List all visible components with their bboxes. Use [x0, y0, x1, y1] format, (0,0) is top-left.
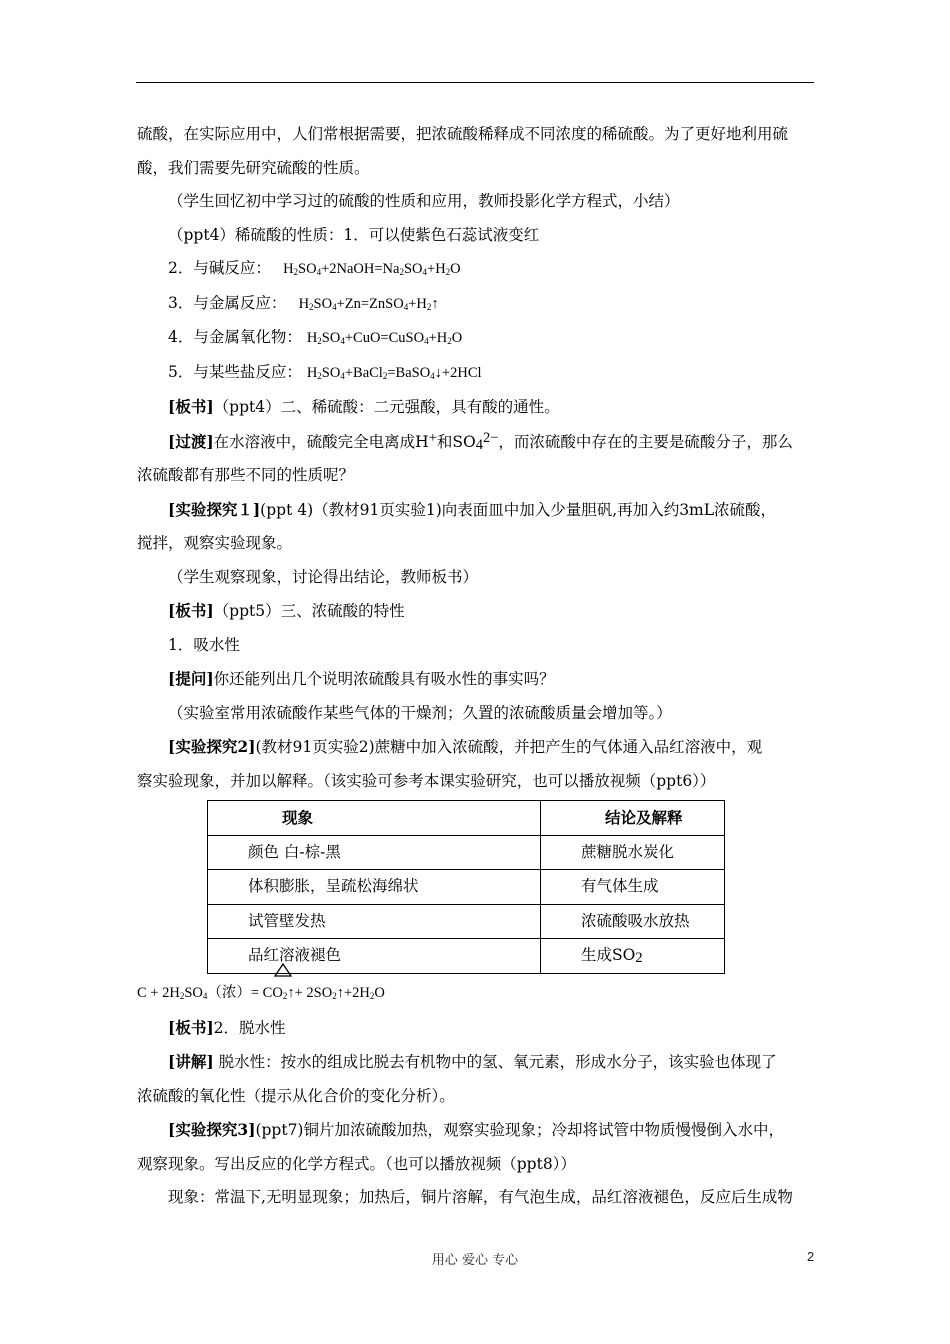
page-footer: 用心 爱心 专心 [431, 1253, 519, 1268]
paragraph [137, 594, 817, 629]
paragraph: （学生回忆初中学习过的硫酸的性质和应用，教师投影化学方程式，小结） [168, 192, 680, 210]
observation-table [207, 800, 725, 974]
table-cell: 有气体生成 [541, 870, 725, 905]
paragraph-text: （ppt4）二、稀硫酸：二元强酸，具有酸的通性。 [213, 398, 560, 416]
table-header-row [208, 801, 725, 836]
paragraph: （ppt4）稀硫酸的性质：1．可以使紫色石蕊试液变红 [168, 225, 540, 244]
paragraph-text: (ppt7)铜片加浓硫酸加热，观察实验现象；冷却将试管中物质慢慢倒入水中， [255, 1121, 784, 1139]
page-number: 2 [807, 1249, 815, 1264]
transition-tag: [过渡] [168, 431, 214, 451]
document-body [137, 118, 817, 1215]
paragraph-text: 2．脱水性 [213, 1018, 286, 1037]
column-header: 结论及解释 [541, 801, 725, 836]
equation-line [137, 321, 817, 356]
table-cell: 浓硫酸吸水放热 [541, 904, 725, 939]
paragraph: 搅拌，观察实验现象。 [137, 534, 293, 552]
paragraph: （实验室常用浓硫酸作某些气体的干燥剂；久置的浓硫酸质量会增加等。） [168, 703, 672, 722]
equation-line [137, 974, 817, 1011]
paragraph: 察实验现象，并加以解释。（该实验可参考本课实验研究，也可以播放视频（ppt6）） [137, 771, 716, 790]
chemical-equation: $H_2SO_4+2NaOH=Na_2SO_4+H_2O$ [275, 261, 461, 277]
table-cell: 品红溶液褪色 [208, 939, 541, 974]
table-cell: 颜色 白-棕-黑 [208, 835, 541, 870]
paragraph-text: (教材91页实验2)蔗糖中加入浓硫酸，并把产生的气体通入品红溶液中，观 [255, 738, 763, 756]
table-cell: 体积膨胀，呈疏松海绵状 [208, 870, 541, 905]
table-cell: 生成$SO_2$ [541, 939, 725, 974]
blackboard-tag: [板书] [168, 1017, 214, 1037]
chemical-equation: $C + 2H_2SO_4$（浓）= $CO_2$ ↑+ $2SO_2↑+2H_2O$ [137, 985, 385, 1001]
paragraph: 浓硫酸都有那些不同的性质呢？ [137, 466, 355, 484]
paragraph [137, 493, 817, 528]
paragraph-text: 你还能列出几个说明浓硫酸具有吸水性的事实吗？ [213, 670, 555, 688]
paragraph-text: （ppt5）三、浓硫酸的特性 [213, 602, 405, 620]
blackboard-tag: [板书] [168, 397, 214, 416]
paragraph [137, 730, 817, 765]
paragraph-text: 在水溶液中，硫酸完全电离成H [213, 432, 429, 451]
question-tag: [提问] [168, 669, 214, 688]
paragraph: 1．吸水性 [168, 635, 240, 654]
paragraph-text: 脱水性：按水的组成比脱去有机物中的氢、氧元素，形成水分子，该实验也体现了 [213, 1053, 777, 1071]
paragraph: 浓硫酸的氧化性（提示从化合价的变化分析）。 [137, 1086, 455, 1105]
table-cell: 蔗糖脱水炭化 [541, 835, 725, 870]
paragraph: （学生观察现象，讨论得出结论，教师板书） [168, 567, 479, 586]
equation-line [137, 356, 817, 391]
paragraph [137, 1045, 817, 1080]
table-cell-text: 生成SO [581, 946, 636, 964]
paragraph [137, 1113, 817, 1148]
table-row [208, 870, 725, 905]
experiment-tag: [实验探究2] [168, 737, 256, 756]
equation-label: 5．与某些盐反应： [168, 362, 302, 381]
paragraph: [过渡]在水溶液中，硫酸完全电离成H+和$SO_4^{2-}$，而浓硫酸中存在的主要是硫酸分子，那么 [168, 429, 793, 453]
paragraph: 观察现象。写出反应的化学方程式。（也可以播放视频（ppt8）） [137, 1154, 576, 1173]
header-rule [136, 82, 814, 83]
paragraph [137, 390, 817, 425]
explanation-tag: [讲解] [168, 1052, 214, 1071]
chemical-equation: $H_2SO_4+BaCl_2=BaSO_4↓+2HCl$ [306, 364, 482, 381]
equation-label: 3．与金属反应： [168, 293, 287, 312]
experiment-tag: [实验探究3] [168, 1120, 256, 1139]
experiment-tag: [实验探究１] [168, 499, 261, 519]
equation-line [137, 252, 817, 287]
equation-label: 4．与金属氧化物： [168, 328, 302, 346]
paragraph [137, 662, 817, 697]
paragraph: 硫酸，在实际应用中，人们常根据需要，把浓硫酸稀释成不同浓度的稀硫酸。为了更好地利用硫 [137, 125, 789, 143]
paragraph: 酸，我们需要先研究硫酸的性质。 [137, 158, 370, 177]
heat-triangle-icon: $O_2$ [272, 975, 287, 1011]
column-header: 现象 [208, 801, 541, 836]
blackboard-tag: [板书] [168, 601, 214, 620]
equation-line [137, 287, 817, 322]
chemical-equation: $H_2SO_4+CuO=CuSO_4+H_2O$ [306, 330, 463, 346]
table-cell: 试管壁发热 [208, 904, 541, 939]
paragraph-text: 和SO [436, 432, 476, 451]
paragraph [137, 1011, 817, 1046]
paragraph: 现象：常温下,无明显现象；加热后，铜片溶解，有气泡生成，品红溶液褪色，反应后生成物 [168, 1188, 793, 1206]
table-row [208, 904, 725, 939]
chemical-equation: $H_2SO_4+Zn=ZnSO_4+H_2↑$ [291, 295, 439, 312]
table-row [208, 835, 725, 870]
paragraph-text: ，而浓硫酸中存在的主要是硫酸分子，那么 [498, 432, 793, 451]
paragraph-text: (ppt 4)（教材91页实验1)向表面皿中加入少量胆矾,再加入约3mL浓硫酸， [260, 500, 777, 519]
equation-label: 2．与碱反应： [168, 259, 271, 277]
